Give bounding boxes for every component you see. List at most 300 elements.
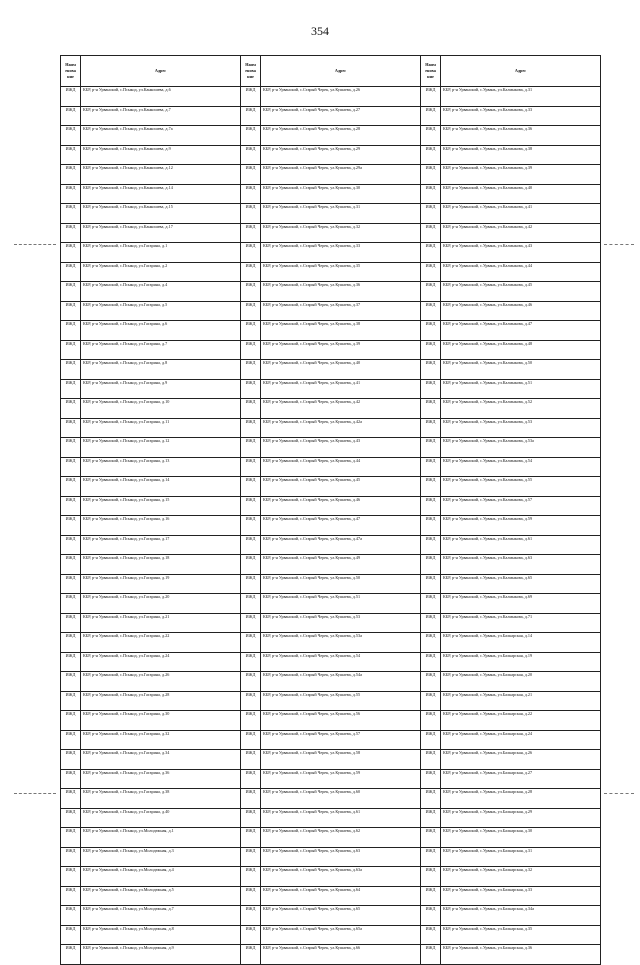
object-type-cell: ИЖД [61, 808, 81, 828]
object-type-cell: ИЖД [241, 672, 261, 692]
object-type-cell: ИЖД [61, 789, 81, 809]
table-row [61, 282, 601, 302]
column-header: Наим енова ние [61, 56, 81, 87]
address-cell: КБР, р-н Урванский, с.Старый Черек, ул.Кушаева, д.47а [261, 535, 421, 555]
object-type-cell: ИЖД [241, 925, 261, 945]
object-type-cell: ИЖД [61, 340, 81, 360]
column-header: Адрес [441, 56, 601, 87]
table-row [61, 750, 601, 770]
object-type-cell: ИЖД [241, 204, 261, 224]
object-type-cell: ИЖД [61, 555, 81, 575]
table-row [61, 516, 601, 536]
table-row [61, 945, 601, 965]
object-type-cell: ИЖД [61, 360, 81, 380]
object-type-cell: ИЖД [61, 438, 81, 458]
object-type-cell: ИЖД [61, 906, 81, 926]
object-type-cell: ИЖД [61, 633, 81, 653]
address-cell: КБР, р-н Урванский, с.Урвань, ул.Балкарская, д.21 [441, 691, 601, 711]
address-cell: КБР, р-н Урванский, с.Урвань, ул.Балкарская, д.29 [441, 808, 601, 828]
table-row [61, 574, 601, 594]
object-type-cell: ИЖД [61, 594, 81, 614]
address-cell: КБР, р-н Урванский, с.Урвань, ул.Балкарская, д.27 [441, 769, 601, 789]
object-type-cell: ИЖД [421, 886, 441, 906]
address-cell: КБР, р-н Урванский, с.Старый Черек, ул.Кушаева, д.33 [261, 243, 421, 263]
table-row [61, 184, 601, 204]
address-cell: КБР, р-н Урванский, с.Урвань, ул.Калмыкова, д.53 [441, 418, 601, 438]
address-cell: КБР, р-н Урванский, с.Псыкод, ул.Гагарина, д.8 [81, 360, 241, 380]
object-type-cell: ИЖД [421, 418, 441, 438]
address-cell: КБР, р-н Урванский, с.Урвань, ул.Балкарская, д.34а [441, 906, 601, 926]
address-cell: КБР, р-н Урванский, с.Урвань, ул.Балкарская, д.26 [441, 750, 601, 770]
object-type-cell: ИЖД [421, 379, 441, 399]
address-cell: КБР, р-н Урванский, с.Урвань, ул.Калмыкова, д.55 [441, 477, 601, 497]
address-cell: КБР, р-н Урванский, с.Старый Черек, ул.Кушаева, д.54 [261, 652, 421, 672]
address-cell: КБР, р-н Урванский, с.Псыкод, ул.Гагарина, д.17 [81, 535, 241, 555]
address-cell: КБР, р-н Урванский, с.Старый Черек, ул.Кушаева, д.58 [261, 750, 421, 770]
address-cell: КБР, р-н Урванский, с.Старый Черек, ул.Кушаева, д.27 [261, 106, 421, 126]
address-cell: КБР, р-н Урванский, с.Старый Черек, ул.Кушаева, д.46 [261, 496, 421, 516]
object-type-cell: ИЖД [61, 243, 81, 263]
address-cell: КБР, р-н Урванский, с.Урвань, ул.Калмыкова, д.45 [441, 282, 601, 302]
table-row [61, 165, 601, 185]
address-cell: КБР, р-н Урванский, с.Старый Черек, ул.Кушаева, д.29а [261, 165, 421, 185]
object-type-cell: ИЖД [421, 223, 441, 243]
object-type-cell: ИЖД [421, 321, 441, 341]
address-cell: КБР, р-н Урванский, с.Псыкод, ул.Гагарина, д.6 [81, 321, 241, 341]
object-type-cell: ИЖД [241, 613, 261, 633]
object-type-cell: ИЖД [61, 925, 81, 945]
address-cell: КБР, р-н Урванский, с.Псыкод, ул.Канкошева, д.7 [81, 106, 241, 126]
address-cell: КБР, р-н Урванский, с.Урвань, ул.Калмыкова, д.46 [441, 301, 601, 321]
object-type-cell: ИЖД [241, 126, 261, 146]
object-type-cell: ИЖД [61, 165, 81, 185]
address-cell: КБР, р-н Урванский, с.Старый Черек, ул.Кушаева, д.54а [261, 672, 421, 692]
object-type-cell: ИЖД [61, 126, 81, 146]
address-cell: КБР, р-н Урванский, с.Урвань, ул.Балкарская, д.32 [441, 867, 601, 887]
column-header: Наим енова ние [421, 56, 441, 87]
address-cell: КБР, р-н Урванский, с.Старый Черек, ул.Кушаева, д.65 [261, 906, 421, 926]
address-cell: КБР, р-н Урванский, с.Урвань, ул.Балкарская, д.20 [441, 672, 601, 692]
address-cell: КБР, р-н Урванский, с.Урвань, ул.Балкарская, д.36 [441, 945, 601, 965]
address-cell: КБР, р-н Урванский, с.Урвань, ул.Калмыкова, д.57 [441, 496, 601, 516]
address-cell: КБР, р-н Урванский, с.Псыкод, ул.Гагарина, д.26 [81, 672, 241, 692]
address-cell: КБР, р-н Урванский, с.Старый Черек, ул.Кушаева, д.60 [261, 789, 421, 809]
object-type-cell: ИЖД [421, 808, 441, 828]
address-cell: КБР, р-н Урванский, с.Урвань, ул.Калмыкова, д.33 [441, 106, 601, 126]
object-type-cell: ИЖД [421, 633, 441, 653]
address-cell: КБР, р-н Урванский, с.Урвань, ул.Калмыкова, д.40 [441, 184, 601, 204]
object-type-cell: ИЖД [421, 847, 441, 867]
object-type-cell: ИЖД [421, 399, 441, 419]
table-row [61, 535, 601, 555]
object-type-cell: ИЖД [61, 672, 81, 692]
table-row [61, 906, 601, 926]
object-type-cell: ИЖД [421, 789, 441, 809]
object-type-cell: ИЖД [421, 165, 441, 185]
address-cell: КБР, р-н Урванский, с.Псыкод, ул.Гагарина, д.30 [81, 711, 241, 731]
table-row [61, 399, 601, 419]
address-cell: КБР, р-н Урванский, с.Старый Черек, ул.Кушаева, д.53 [261, 613, 421, 633]
object-type-cell: ИЖД [241, 906, 261, 926]
object-type-cell: ИЖД [241, 691, 261, 711]
object-type-cell: ИЖД [61, 574, 81, 594]
table-row [61, 243, 601, 263]
object-type-cell: ИЖД [61, 613, 81, 633]
address-cell: КБР, р-н Урванский, с.Псыкод, ул.Гагарина, д.22 [81, 633, 241, 653]
object-type-cell: ИЖД [241, 594, 261, 614]
object-type-cell: ИЖД [241, 652, 261, 672]
address-cell: КБР, р-н Урванский, с.Старый Черек, ул.Кушаева, д.45 [261, 477, 421, 497]
table-row [61, 223, 601, 243]
table-row [61, 106, 601, 126]
object-type-cell: ИЖД [421, 496, 441, 516]
object-type-cell: ИЖД [421, 477, 441, 497]
address-cell: КБР, р-н Урванский, с.Псыкод, ул.Молодежная, д.5 [81, 886, 241, 906]
address-cell: КБР, р-н Урванский, с.Псыкод, ул.Молодежная, д.3 [81, 847, 241, 867]
address-cell: КБР, р-н Урванский, с.Старый Черек, ул.Кушаева, д.49 [261, 555, 421, 575]
object-type-cell: ИЖД [421, 867, 441, 887]
object-type-cell: ИЖД [61, 867, 81, 887]
address-cell: КБР, р-н Урванский, с.Псыкод, ул.Гагарина, д.15 [81, 496, 241, 516]
address-cell: КБР, р-н Урванский, с.Старый Черек, ул.Кушаева, д.26 [261, 87, 421, 107]
address-cell: КБР, р-н Урванский, с.Урвань, ул.Балкарская, д.24 [441, 730, 601, 750]
address-cell: КБР, р-н Урванский, с.Псыкод, ул.Молодежная, д.9 [81, 945, 241, 965]
object-type-cell: ИЖД [241, 438, 261, 458]
object-type-cell: ИЖД [421, 555, 441, 575]
object-type-cell: ИЖД [241, 321, 261, 341]
object-type-cell: ИЖД [421, 282, 441, 302]
table-row [61, 847, 601, 867]
object-type-cell: ИЖД [61, 750, 81, 770]
address-cell: КБР, р-н Урванский, с.Псыкод, ул.Гагарина, д.16 [81, 516, 241, 536]
object-type-cell: ИЖД [61, 321, 81, 341]
address-cell: КБР, р-н Урванский, с.Старый Черек, ул.Кушаева, д.42 [261, 399, 421, 419]
object-type-cell: ИЖД [241, 574, 261, 594]
table-row [61, 711, 601, 731]
address-cell: КБР, р-н Урванский, с.Псыкод, ул.Гагарина, д.21 [81, 613, 241, 633]
object-type-cell: ИЖД [421, 204, 441, 224]
table-row [61, 87, 601, 107]
object-type-cell: ИЖД [241, 165, 261, 185]
address-cell: КБР, р-н Урванский, с.Псыкод, ул.Гагарина, д.18 [81, 555, 241, 575]
object-type-cell: ИЖД [61, 262, 81, 282]
address-cell: КБР, р-н Урванский, с.Урвань, ул.Калмыкова, д.61 [441, 535, 601, 555]
object-type-cell: ИЖД [241, 945, 261, 965]
address-cell: КБР, р-н Урванский, с.Старый Черек, ул.Кушаева, д.39 [261, 340, 421, 360]
address-cell: КБР, р-н Урванский, с.Урвань, ул.Калмыкова, д.39 [441, 165, 601, 185]
address-cell: КБР, р-н Урванский, с.Псыкод, ул.Гагарина, д.24 [81, 652, 241, 672]
object-type-cell: ИЖД [241, 457, 261, 477]
object-type-cell: ИЖД [241, 535, 261, 555]
object-type-cell: ИЖД [61, 652, 81, 672]
page-number: 354 [311, 24, 329, 38]
object-type-cell: ИЖД [61, 516, 81, 536]
address-cell: КБР, р-н Урванский, с.Урвань, ул.Калмыкова, д.59 [441, 516, 601, 536]
address-cell: КБР, р-н Урванский, с.Урвань, ул.Балкарская, д.33 [441, 886, 601, 906]
table-row [61, 418, 601, 438]
address-cell: КБР, р-н Урванский, с.Старый Черек, ул.Кушаева, д.66 [261, 945, 421, 965]
table-row [61, 321, 601, 341]
address-cell: КБР, р-н Урванский, с.Псыкод, ул.Гагарина, д.12 [81, 438, 241, 458]
object-type-cell: ИЖД [61, 301, 81, 321]
address-cell: КБР, р-н Урванский, с.Псыкод, ул.Канкошева, д.17 [81, 223, 241, 243]
object-type-cell: ИЖД [421, 925, 441, 945]
address-cell: КБР, р-н Урванский, с.Псыкод, ул.Гагарина, д.40 [81, 808, 241, 828]
object-type-cell: ИЖД [421, 535, 441, 555]
object-type-cell: ИЖД [61, 457, 81, 477]
object-type-cell: ИЖД [241, 750, 261, 770]
address-cell: КБР, р-н Урванский, с.Старый Черек, ул.Кушаева, д.37 [261, 301, 421, 321]
address-cell: КБР, р-н Урванский, с.Урвань, ул.Калмыкова, д.36 [441, 126, 601, 146]
object-type-cell: ИЖД [421, 711, 441, 731]
table-row [61, 867, 601, 887]
object-type-cell: ИЖД [61, 223, 81, 243]
address-cell: КБР, р-н Урванский, с.Урвань, ул.Балкарская, д.28 [441, 789, 601, 809]
object-type-cell: ИЖД [241, 808, 261, 828]
object-type-cell: ИЖД [421, 613, 441, 633]
address-cell: КБР, р-н Урванский, с.Урвань, ул.Калмыкова, д.65 [441, 574, 601, 594]
scan-artifact-line [14, 244, 56, 245]
object-type-cell: ИЖД [241, 496, 261, 516]
address-cell: КБР, р-н Урванский, с.Псыкод, ул.Канкошева, д.9 [81, 145, 241, 165]
address-cell: КБР, р-н Урванский, с.Псыкод, ул.Молодежная, д.8 [81, 925, 241, 945]
object-type-cell: ИЖД [421, 828, 441, 848]
address-cell: КБР, р-н Урванский, с.Урвань, ул.Калмыкова, д.52 [441, 399, 601, 419]
address-cell: КБР, р-н Урванский, с.Старый Черек, ул.Кушаева, д.42а [261, 418, 421, 438]
address-cell: КБР, р-н Урванский, с.Старый Черек, ул.Кушаева, д.36 [261, 282, 421, 302]
object-type-cell: ИЖД [421, 516, 441, 536]
table-row [61, 886, 601, 906]
object-type-cell: ИЖД [61, 418, 81, 438]
object-type-cell: ИЖД [421, 652, 441, 672]
table-row [61, 613, 601, 633]
address-table [60, 55, 601, 965]
address-cell: КБР, р-н Урванский, с.Старый Черек, ул.Кушаева, д.61 [261, 808, 421, 828]
object-type-cell: ИЖД [421, 340, 441, 360]
table-row [61, 555, 601, 575]
address-cell: КБР, р-н Урванский, с.Псыкод, ул.Гагарина, д.19 [81, 574, 241, 594]
address-cell: КБР, р-н Урванский, с.Старый Черек, ул.Кушаева, д.57 [261, 730, 421, 750]
object-type-cell: ИЖД [241, 282, 261, 302]
table-header-row [61, 56, 601, 87]
address-cell: КБР, р-н Урванский, с.Старый Черек, ул.Кушаева, д.50 [261, 574, 421, 594]
object-type-cell: ИЖД [421, 126, 441, 146]
address-cell: КБР, р-н Урванский, с.Псыкод, ул.Молодежная, д.4 [81, 867, 241, 887]
object-type-cell: ИЖД [61, 945, 81, 965]
address-cell: КБР, р-н Урванский, с.Псыкод, ул.Гагарина, д.7 [81, 340, 241, 360]
table-row [61, 594, 601, 614]
address-cell: КБР, р-н Урванский, с.Урвань, ул.Калмыкова, д.54 [441, 457, 601, 477]
address-cell: КБР, р-н Урванский, с.Псыкод, ул.Гагарина, д.14 [81, 477, 241, 497]
object-type-cell: ИЖД [241, 301, 261, 321]
table-row [61, 730, 601, 750]
object-type-cell: ИЖД [241, 262, 261, 282]
address-cell: КБР, р-н Урванский, с.Урвань, ул.Калмыкова, д.50 [441, 360, 601, 380]
address-cell: КБР, р-н Урванский, с.Урвань, ул.Калмыкова, д.31 [441, 87, 601, 107]
object-type-cell: ИЖД [61, 730, 81, 750]
address-cell: КБР, р-н Урванский, с.Старый Черек, ул.Кушаева, д.40 [261, 360, 421, 380]
address-cell: КБР, р-н Урванский, с.Псыкод, ул.Молодежная, д.1 [81, 828, 241, 848]
address-cell: КБР, р-н Урванский, с.Старый Черек, ул.Кушаева, д.35 [261, 262, 421, 282]
address-cell: КБР, р-н Урванский, с.Урвань, ул.Балкарская, д.31 [441, 847, 601, 867]
address-cell: КБР, р-н Урванский, с.Старый Черек, ул.Кушаева, д.59 [261, 769, 421, 789]
object-type-cell: ИЖД [241, 886, 261, 906]
address-cell: КБР, р-н Урванский, с.Старый Черек, ул.Кушаева, д.65а [261, 925, 421, 945]
object-type-cell: ИЖД [61, 399, 81, 419]
object-type-cell: ИЖД [61, 184, 81, 204]
address-cell: КБР, р-н Урванский, с.Псыкод, ул.Гагарина, д.1 [81, 243, 241, 263]
address-cell: КБР, р-н Урванский, с.Урвань, ул.Калмыкова, д.71 [441, 613, 601, 633]
table-row [61, 808, 601, 828]
object-type-cell: ИЖД [61, 769, 81, 789]
address-cell: КБР, р-н Урванский, с.Старый Черек, ул.Кушаева, д.41 [261, 379, 421, 399]
object-type-cell: ИЖД [241, 243, 261, 263]
object-type-cell: ИЖД [421, 730, 441, 750]
address-cell: КБР, р-н Урванский, с.Старый Черек, ул.Кушаева, д.43 [261, 438, 421, 458]
address-cell: КБР, р-н Урванский, с.Псыкод, ул.Гагарина, д.20 [81, 594, 241, 614]
scan-artifact-line [604, 793, 634, 794]
address-cell: КБР, р-н Урванский, с.Урвань, ул.Балкарская, д.30 [441, 828, 601, 848]
address-cell: КБР, р-н Урванский, с.Старый Черек, ул.Кушаева, д.30 [261, 184, 421, 204]
object-type-cell: ИЖД [241, 106, 261, 126]
address-cell: КБР, р-н Урванский, с.Урвань, ул.Калмыкова, д.53а [441, 438, 601, 458]
table-row [61, 301, 601, 321]
object-type-cell: ИЖД [241, 399, 261, 419]
object-type-cell: ИЖД [61, 379, 81, 399]
address-cell: КБР, р-н Урванский, с.Урвань, ул.Калмыкова, д.42 [441, 223, 601, 243]
address-cell: КБР, р-н Урванский, с.Старый Черек, ул.Кушаева, д.51 [261, 594, 421, 614]
table-row [61, 126, 601, 146]
object-type-cell: ИЖД [421, 769, 441, 789]
object-type-cell: ИЖД [61, 477, 81, 497]
address-cell: КБР, р-н Урванский, с.Псыкод, ул.Гагарина, д.4 [81, 282, 241, 302]
address-cell: КБР, р-н Урванский, с.Псыкод, ул.Гагарина, д.2 [81, 262, 241, 282]
address-cell: КБР, р-н Урванский, с.Псыкод, ул.Молодежная, д.7 [81, 906, 241, 926]
table-row [61, 652, 601, 672]
address-cell: КБР, р-н Урванский, с.Псыкод, ул.Канкошева, д.7а [81, 126, 241, 146]
address-table-container [60, 55, 600, 965]
address-cell: КБР, р-н Урванский, с.Урвань, ул.Калмыкова, д.47 [441, 321, 601, 341]
address-cell: КБР, р-н Урванский, с.Старый Черек, ул.Кушаева, д.64 [261, 886, 421, 906]
address-cell: КБР, р-н Урванский, с.Урвань, ул.Калмыкова, д.69 [441, 594, 601, 614]
object-type-cell: ИЖД [241, 633, 261, 653]
address-cell: КБР, р-н Урванский, с.Псыкод, ул.Канкошева, д.12 [81, 165, 241, 185]
object-type-cell: ИЖД [61, 496, 81, 516]
address-cell: КБР, р-н Урванский, с.Псыкод, ул.Гагарина, д.28 [81, 691, 241, 711]
address-cell: КБР, р-н Урванский, с.Псыкод, ул.Гагарина, д.9 [81, 379, 241, 399]
object-type-cell: ИЖД [61, 828, 81, 848]
address-cell: КБР, р-н Урванский, с.Старый Черек, ул.Кушаева, д.38 [261, 321, 421, 341]
object-type-cell: ИЖД [421, 906, 441, 926]
object-type-cell: ИЖД [241, 711, 261, 731]
object-type-cell: ИЖД [421, 87, 441, 107]
address-cell: КБР, р-н Урванский, с.Псыкод, ул.Гагарина, д.32 [81, 730, 241, 750]
object-type-cell: ИЖД [421, 184, 441, 204]
address-cell: КБР, р-н Урванский, с.Псыкод, ул.Гагарина, д.13 [81, 457, 241, 477]
address-cell: КБР, р-н Урванский, с.Урвань, ул.Балкарская, д.22 [441, 711, 601, 731]
object-type-cell: ИЖД [421, 691, 441, 711]
object-type-cell: ИЖД [421, 574, 441, 594]
object-type-cell: ИЖД [421, 457, 441, 477]
table-row [61, 672, 601, 692]
address-cell: КБР, р-н Урванский, с.Урвань, ул.Калмыкова, д.48 [441, 340, 601, 360]
address-cell: КБР, р-н Урванский, с.Старый Черек, ул.Кушаева, д.53а [261, 633, 421, 653]
object-type-cell: ИЖД [61, 886, 81, 906]
table-row [61, 789, 601, 809]
object-type-cell: ИЖД [241, 379, 261, 399]
address-cell: КБР, р-н Урванский, с.Урвань, ул.Балкарская, д.14 [441, 633, 601, 653]
object-type-cell: ИЖД [241, 360, 261, 380]
address-cell: КБР, р-н Урванский, с.Псыкод, ул.Канкошева, д.15 [81, 204, 241, 224]
address-cell: КБР, р-н Урванский, с.Старый Черек, ул.Кушаева, д.63 [261, 847, 421, 867]
object-type-cell: ИЖД [61, 691, 81, 711]
object-type-cell: ИЖД [241, 730, 261, 750]
address-cell: КБР, р-н Урванский, с.Псыкод, ул.Гагарина, д.11 [81, 418, 241, 438]
object-type-cell: ИЖД [241, 516, 261, 536]
address-cell: КБР, р-н Урванский, с.Урвань, ул.Калмыкова, д.63 [441, 555, 601, 575]
object-type-cell: ИЖД [421, 750, 441, 770]
address-cell: КБР, р-н Урванский, с.Старый Черек, ул.Кушаева, д.31 [261, 204, 421, 224]
table-row [61, 769, 601, 789]
table-row [61, 457, 601, 477]
column-header: Наим енова ние [241, 56, 261, 87]
address-cell: КБР, р-н Урванский, с.Псыкод, ул.Гагарина, д.10 [81, 399, 241, 419]
address-cell: КБР, р-н Урванский, с.Псыкод, ул.Гагарина, д.5 [81, 301, 241, 321]
address-cell: КБР, р-н Урванский, с.Урвань, ул.Балкарская, д.19 [441, 652, 601, 672]
object-type-cell: ИЖД [241, 477, 261, 497]
address-cell: КБР, р-н Урванский, с.Псыкод, ул.Гагарина, д.34 [81, 750, 241, 770]
object-type-cell: ИЖД [421, 106, 441, 126]
table-row [61, 496, 601, 516]
table-row [61, 828, 601, 848]
address-cell: КБР, р-н Урванский, с.Старый Черек, ул.Кушаева, д.55 [261, 691, 421, 711]
scan-artifact-line [604, 244, 634, 245]
object-type-cell: ИЖД [241, 418, 261, 438]
object-type-cell: ИЖД [241, 828, 261, 848]
address-cell: КБР, р-н Урванский, с.Урвань, ул.Калмыкова, д.43 [441, 243, 601, 263]
address-cell: КБР, р-н Урванский, с.Старый Черек, ул.Кушаева, д.28 [261, 126, 421, 146]
object-type-cell: ИЖД [421, 360, 441, 380]
object-type-cell: ИЖД [421, 301, 441, 321]
object-type-cell: ИЖД [61, 535, 81, 555]
table-row [61, 145, 601, 165]
object-type-cell: ИЖД [241, 87, 261, 107]
table-body [61, 87, 601, 965]
column-header: Адрес [261, 56, 421, 87]
table-row [61, 340, 601, 360]
object-type-cell: ИЖД [241, 145, 261, 165]
object-type-cell: ИЖД [61, 145, 81, 165]
address-cell: КБР, р-н Урванский, с.Старый Черек, ул.Кушаева, д.56 [261, 711, 421, 731]
object-type-cell: ИЖД [421, 145, 441, 165]
object-type-cell: ИЖД [421, 243, 441, 263]
table-row [61, 925, 601, 945]
address-cell: КБР, р-н Урванский, с.Старый Черек, ул.Кушаева, д.44 [261, 457, 421, 477]
table-row [61, 691, 601, 711]
object-type-cell: ИЖД [421, 594, 441, 614]
address-cell: КБР, р-н Урванский, с.Псыкод, ул.Гагарина, д.38 [81, 789, 241, 809]
table-row [61, 633, 601, 653]
address-cell: КБР, р-н Урванский, с.Старый Черек, ул.Кушаева, д.29 [261, 145, 421, 165]
address-cell: КБР, р-н Урванский, с.Урвань, ул.Калмыкова, д.51 [441, 379, 601, 399]
scan-artifact-line [14, 793, 56, 794]
address-cell: КБР, р-н Урванский, с.Урвань, ул.Калмыкова, д.41 [441, 204, 601, 224]
table-row [61, 438, 601, 458]
object-type-cell: ИЖД [61, 87, 81, 107]
object-type-cell: ИЖД [241, 184, 261, 204]
address-cell: КБР, р-н Урванский, с.Старый Черек, ул.Кушаева, д.63а [261, 867, 421, 887]
object-type-cell: ИЖД [241, 769, 261, 789]
